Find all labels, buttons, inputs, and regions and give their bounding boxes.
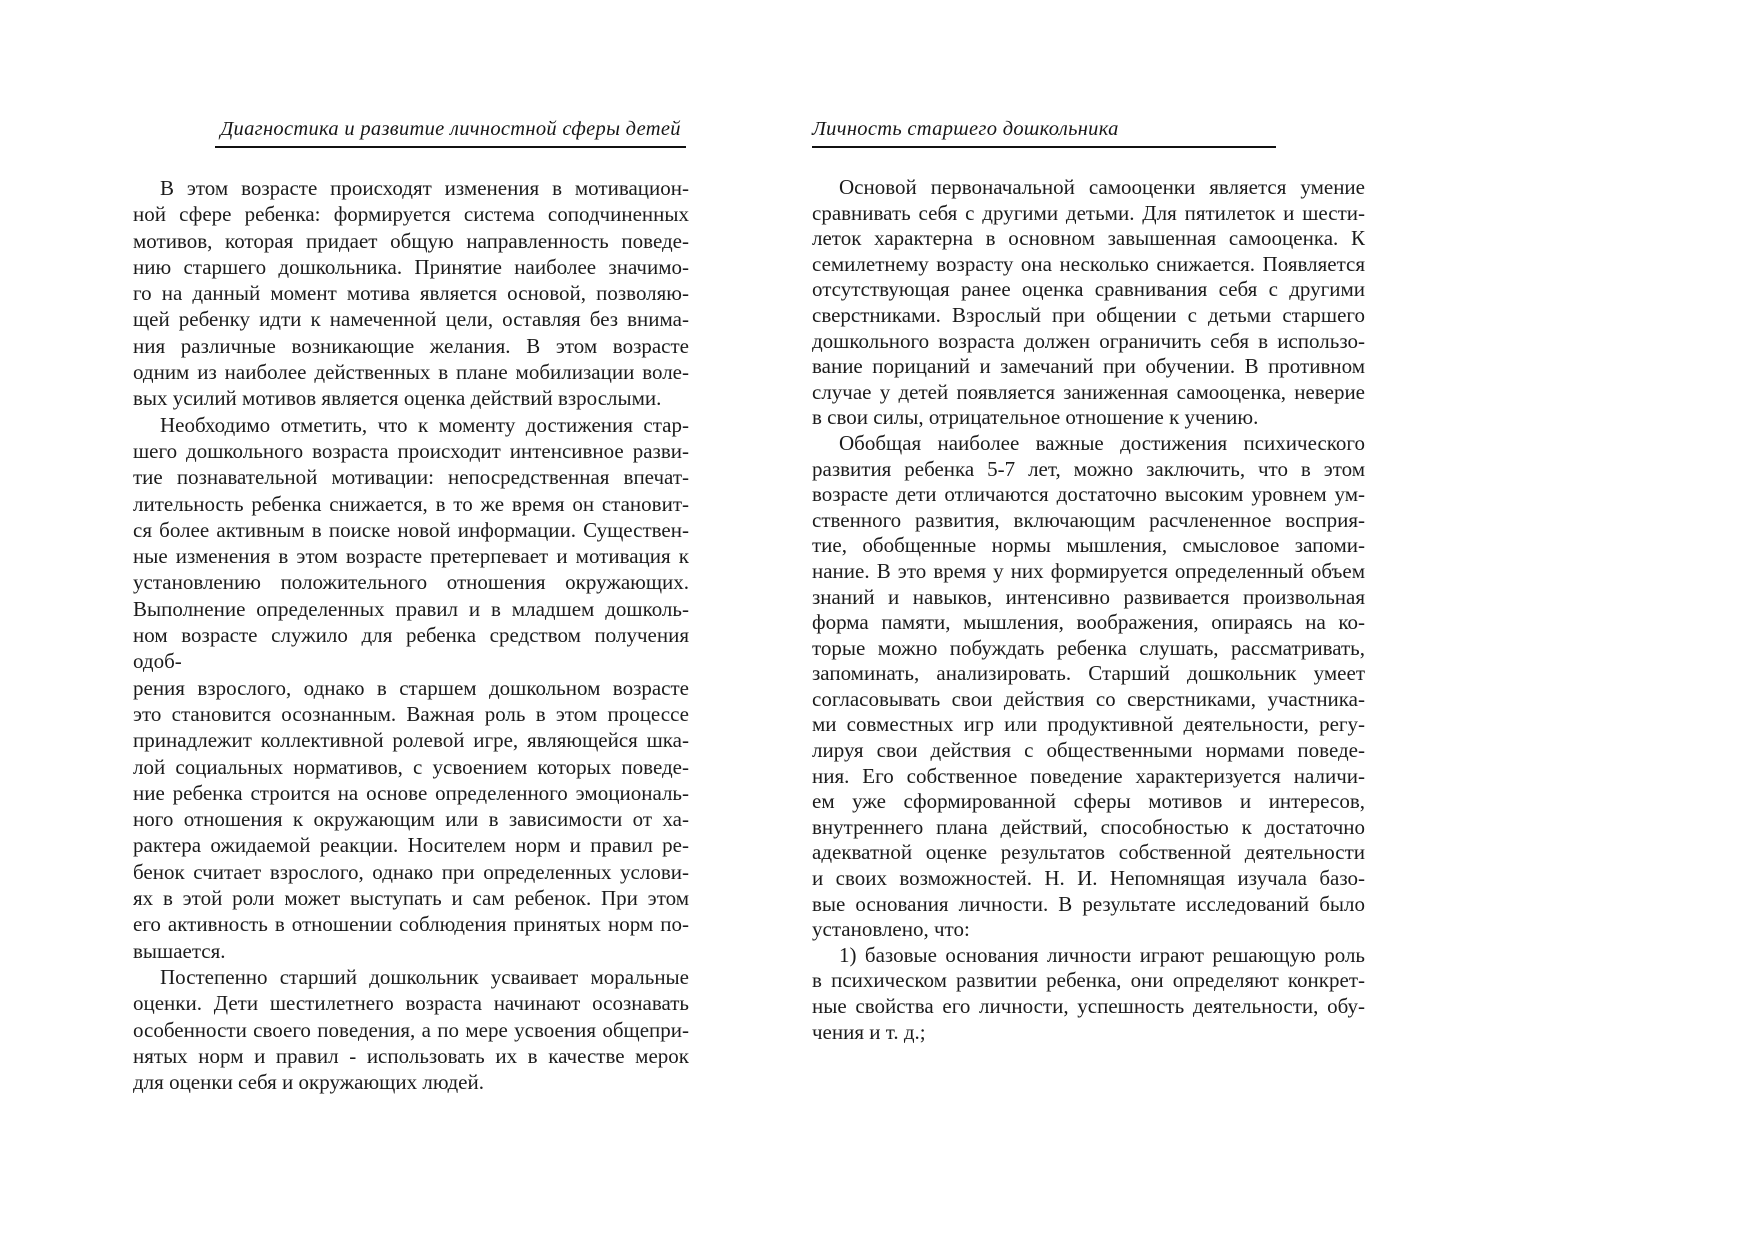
text-line: Выполнение определенных правил и в младшем дошколь- [133, 596, 689, 621]
text-line: Необходимо отметить, что к моменту достижения стар- [160, 412, 689, 437]
left-page-body [133, 175, 689, 1095]
text-line: особенности своего поведения, а по мере усвоения общепри- [133, 1017, 689, 1042]
text-line: мотивов, которая придает общую направленность поведе- [133, 228, 689, 253]
text-line: случае у детей появляется заниженная самооценка, неверие [812, 379, 1365, 404]
text-line: лительность ребенка снижается, в то же время он становит- [133, 491, 689, 516]
text-line: дошкольного возраста должен ограничить себя в использо- [812, 328, 1365, 353]
text-line: вых усилий мотивов является оценка действий взрослыми. [133, 386, 662, 411]
text-line: адекватной оценке результатов собственной деятельности [812, 840, 1365, 865]
text-line: для оценки себя и окружающих людей. [133, 1070, 484, 1095]
paragraph [133, 964, 689, 1095]
right-page [812, 118, 1365, 1045]
right-page-body [812, 175, 1365, 1045]
text-line: торые можно побуждать ребенка слушать, рассматривать, [812, 635, 1365, 660]
text-line: ные изменения в этом возрасте претерпевает и мотивация к [133, 544, 689, 569]
text-line: вышается. [133, 938, 226, 963]
text-line: ния. Его собственное поведение характеризуется наличи- [812, 763, 1365, 788]
text-line: нание. В это время у них формируется определенный объем [812, 558, 1365, 583]
text-line: 1) базовые основания личности играют решающую роль [839, 942, 1365, 967]
paragraph [812, 175, 1365, 431]
paragraph [133, 412, 689, 964]
text-line: его активность в отношении соблюдения принятых норм по- [133, 912, 689, 937]
text-line: Обобщая наиболее важные достижения психического [839, 430, 1365, 455]
paragraph [133, 175, 689, 412]
text-line: форма памяти, мышления, воображения, опираясь на ко- [812, 610, 1365, 635]
paragraph [812, 431, 1365, 943]
text-line: развития ребенка 5-7 лет, можно заключить, что в этом [812, 456, 1365, 481]
text-line: установлено, что: [812, 917, 970, 942]
text-line: тие познавательной мотивации: непосредственная впечат- [133, 465, 689, 490]
text-line: шего дошкольного возраста происходит интенсивное разви- [133, 438, 689, 463]
text-line: В этом возрасте происходят изменения в мотивацион- [160, 176, 689, 200]
text-line: ния различные возникающие желания. В этом возрасте [133, 333, 689, 358]
text-line: и своих возможностей. Н. И. Непомнящая изучала базо- [812, 866, 1365, 891]
left-running-head: Диагностика и развитие личностной сферы детей [215, 118, 686, 148]
text-line: установлению положительного отношения окружающих. [133, 570, 689, 595]
text-line: рактера ожидаемой реакции. Носителем норм и правил ре- [133, 833, 689, 858]
text-line: лируя свои действия с общественными нормами поведе- [812, 738, 1365, 763]
text-line: ном возрасте служило для ребенка средством получения одоб- [133, 623, 689, 674]
text-line: ного отношения к окружающим или в зависимости от ха- [133, 807, 689, 832]
right-running-head: Личность старшего дошкольника [812, 118, 1276, 148]
text-line: запоминать, анализировать. Старший дошкольник умеет [812, 661, 1365, 686]
text-line: внутреннего плана действий, способностью к достаточно [812, 814, 1365, 839]
text-line: ной сфере ребенка: формируется система соподчиненных [133, 202, 689, 227]
text-line: рения взрослого, однако в старшем дошкольном возрасте [133, 675, 689, 700]
text-line: ные свойства его личности, успешность деятельности, обу- [812, 994, 1365, 1018]
text-line: ственного развития, включающим расчлененное восприя- [812, 507, 1365, 532]
text-line: сверстниками. Взрослый при общении с детьми старшего [812, 302, 1365, 327]
text-line: семилетнему возрасту она несколько снижается. Появляется [812, 251, 1365, 276]
text-line: ях в этой роли может выступать и сам ребенок. При этом [133, 886, 689, 911]
left-page [133, 118, 689, 1095]
text-line: знаний и навыков, интенсивно развивается произвольная [812, 584, 1365, 609]
text-line: бенок считает взрослого, однако при определенных услови- [133, 859, 689, 884]
text-line: в свои силы, отрицательное отношение к учению. [812, 405, 1259, 430]
text-line: ся более активным в поиске новой информации. Существен- [133, 517, 689, 542]
text-line: это становится осознанным. Важная роль в этом процессе [133, 701, 689, 726]
text-line: возрасте дети отличаются достаточно высоким уровнем ум- [812, 482, 1365, 507]
text-line: ние ребенка строится на основе определенного эмоциональ- [133, 780, 689, 805]
text-line: леток характерна в основном завышенная самооценка. К [812, 226, 1365, 251]
text-line: лой социальных нормативов, с усвоением которых поведе- [133, 754, 689, 779]
text-line: тие, обобщенные нормы мышления, смысловое запоми- [812, 533, 1365, 558]
text-line: оценки. Дети шестилетнего возраста начинают осознавать [133, 991, 689, 1016]
text-line: отсутствующая ранее оценка сравнивания себя с другими [812, 277, 1365, 302]
text-line: Постепенно старший дошкольник усваивает моральные [160, 964, 689, 989]
text-line: ми совместных игр или продуктивной деятельности, регу- [812, 712, 1365, 737]
text-line: ем уже сформированной сферы мотивов и интересов, [812, 789, 1365, 814]
text-line: го на данный момент мотива является основой, позволяю- [133, 281, 689, 306]
paragraph [812, 943, 1365, 1045]
text-line: одним из наиболее действенных в плане мобилизации воле- [133, 360, 689, 385]
text-line: вание порицаний и замечаний при обучении. В противном [812, 354, 1365, 379]
text-line: согласовывать свои действия со сверстниками, участника- [812, 686, 1365, 711]
text-line: Основой первоначальной самооценки является умение [839, 175, 1365, 199]
text-line: чения и т. д.; [812, 1019, 926, 1044]
text-line: нятых норм и правил - использовать их в качестве мерок [133, 1043, 689, 1068]
text-line: нию старшего дошкольника. Принятие наиболее значимо- [133, 254, 689, 279]
text-line: в психическом развитии ребенка, они определяют конкрет- [812, 968, 1365, 993]
text-line: щей ребенку идти к намеченной цели, оставляя без внима- [133, 307, 689, 332]
text-line: вые основания личности. В результате исследований было [812, 891, 1365, 916]
text-line: сравнивать себя с другими детьми. Для пятилеток и шести- [812, 200, 1365, 225]
text-line: принадлежит коллективной ролевой игре, являющейся шка- [133, 728, 689, 753]
